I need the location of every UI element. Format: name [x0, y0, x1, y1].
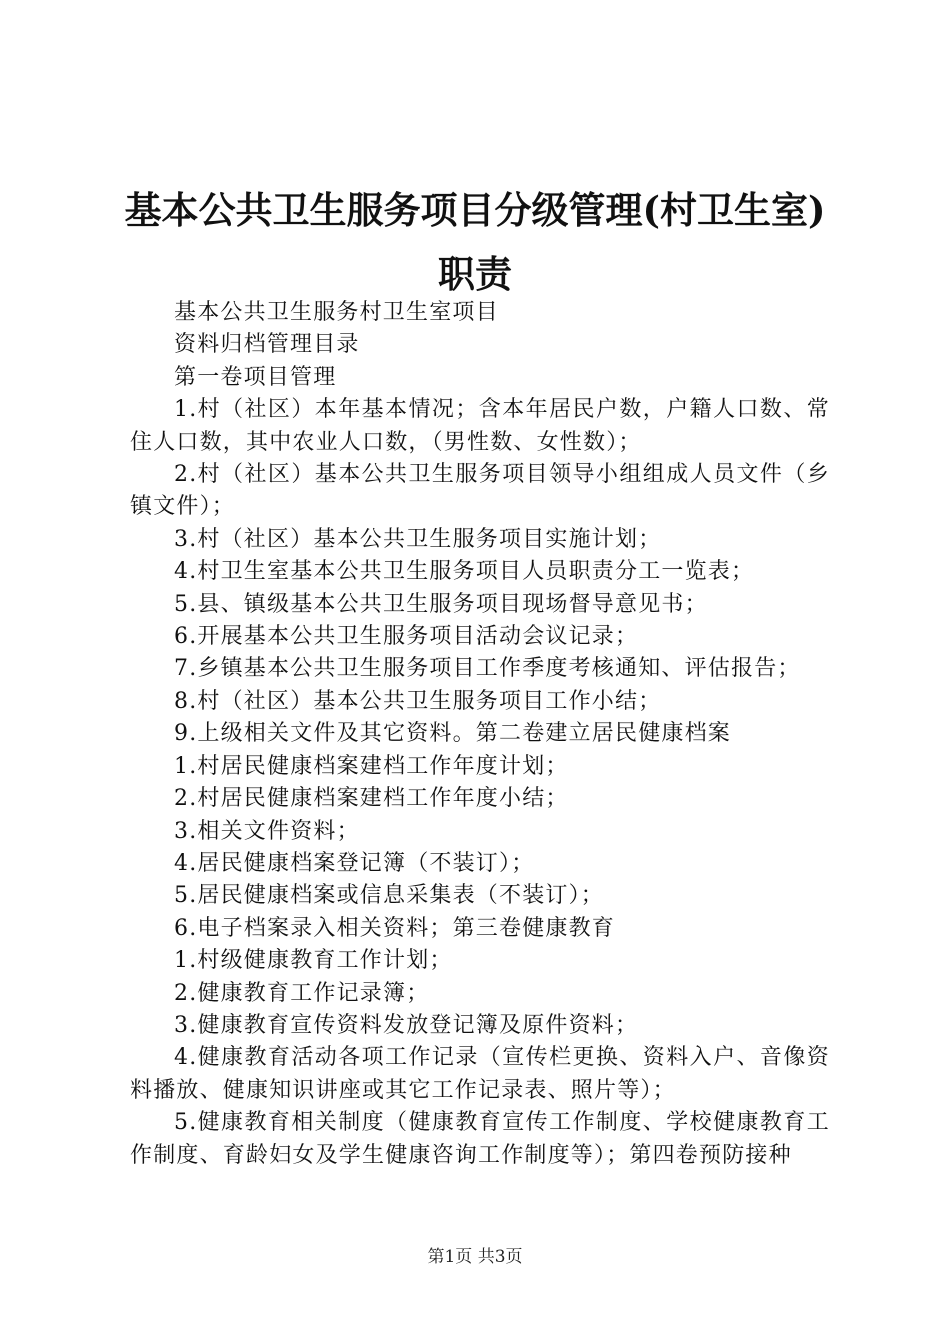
paragraph: 基本公共卫生服务村卫生室项目: [174, 300, 499, 325]
list-item: 3.健康教育宣传资料发放登记簿及原件资料；: [174, 1012, 639, 1038]
list-item: 5.居民健康档案或信息采集表（不装订）；: [174, 883, 604, 909]
list-item: 2.村（社区）基本公共卫生服务项目领导小组组成人员文件（乡镇文件）；: [130, 462, 830, 520]
document-body: [130, 297, 830, 1172]
list-item: 1.村居民健康档案建档工作年度计划；: [174, 753, 569, 779]
page-footer: 第1页 共3页: [427, 1247, 523, 1267]
section-heading: 第一卷项目管理: [174, 364, 337, 390]
paragraph: 资料归档管理目录: [174, 332, 360, 358]
list-item: 5.县、镇级基本公共卫生服务项目现场督导意见书；: [174, 591, 708, 617]
list-item: 4.居民健康档案登记簿（不装订）；: [174, 850, 535, 876]
list-item: 8.村（社区）基本公共卫生服务项目工作小结；: [174, 688, 662, 714]
list-item: 4.健康教育活动各项工作记录（宣传栏更换、资料入户、音像资料播放、健康知识讲座或其它工作记录表、照片等）；: [130, 1045, 830, 1103]
list-item: 6.电子档案录入相关资料；第三卷健康教育: [174, 915, 615, 941]
list-item: 9.上级相关文件及其它资料。第二卷建立居民健康档案: [174, 721, 731, 747]
list-item: 7.乡镇基本公共卫生服务项目工作季度考核通知、评估报告；: [174, 656, 801, 682]
list-item: 2.健康教育工作记录簿；: [174, 980, 430, 1006]
list-item: 2.村居民健康档案建档工作年度小结；: [174, 786, 569, 812]
list-item: 3.村（社区）基本公共卫生服务项目实施计划；: [174, 526, 662, 552]
list-item: 4.村卫生室基本公共卫生服务项目人员职责分工一览表；: [174, 559, 755, 585]
list-item: 6.开展基本公共卫生服务项目活动会议记录；: [174, 624, 639, 650]
list-item: 1.村级健康教育工作计划；: [174, 948, 453, 974]
list-item: 5.健康教育相关制度（健康教育宣传工作制度、学校健康教育工作制度、育龄妇女及学生健康咨询工作制度等）；第四卷预防接种: [130, 1110, 830, 1168]
list-item: 3.相关文件资料；: [174, 818, 360, 844]
document-title: 基本公共卫生服务项目分级管理(村卫生室)职责: [124, 188, 826, 296]
list-item: 1.村（社区）本年基本情况；含本年居民户数，户籍人口数、常住人口数，其中农业人口数，（男性数、女性数）；: [130, 397, 830, 455]
